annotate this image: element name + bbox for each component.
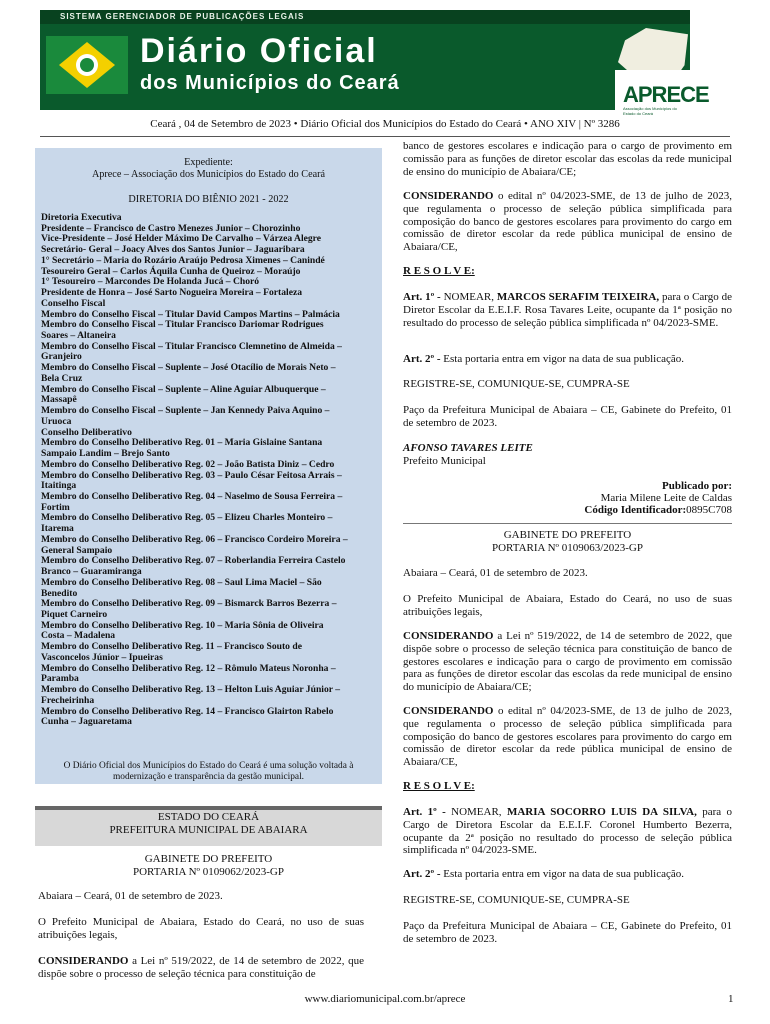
banner-title: Diário Oficial	[140, 32, 378, 70]
diretoria-list-item: Membro do Conselho Deliberativo Reg. 07 – Roberlandia Ferreira Castelo	[41, 555, 346, 567]
expediente-label: Expediente:	[184, 157, 233, 168]
diretoria-list-item: Membro do Conselho Fiscal – Titular Francisco Clemnetino de Almeida –	[41, 340, 342, 352]
art1-label: Art. 1º -	[403, 291, 444, 303]
resolve-heading: R E S O L V E:	[403, 265, 475, 277]
diretoria-list-item: Sampaio Landim – Brejo Santo	[41, 448, 170, 460]
portaria-date: Abaiara – Ceará, 01 de setembro de 2023.	[38, 890, 223, 902]
diretoria-list-item: Soares – Altaneira	[41, 330, 116, 342]
diretoria-list-item: Membro do Conselho Deliberativo Reg. 08 – Saul Lima Maciel – São	[41, 576, 322, 588]
art1-paragraph-2	[403, 806, 732, 857]
banner-top-strip: SISTEMA GERENCIADOR DE PUBLICAÇÕES LEGAIS	[40, 10, 690, 24]
expediente-note: O Diário Oficial dos Municípios do Estado do Ceará é uma solução voltada à	[63, 761, 354, 771]
signer-name: AFONSO TAVARES LEITE	[403, 442, 533, 454]
aprece-logo-text: APRECE	[623, 82, 709, 107]
footer-url: www.diariomunicipal.com.br/aprece	[304, 993, 466, 1005]
signer-role: Prefeito Municipal	[403, 455, 486, 467]
diretoria-list-item: Membro do Conselho Deliberativo Reg. 12 – Rômulo Mateus Noronha –	[41, 662, 336, 674]
portaria-date-2: Abaiara – Ceará, 01 de setembro de 2023.	[403, 567, 588, 579]
considerando-text: a Lei nº 519/2022, de 14 de setembro de 2022, que dispõe sobre o processo de seleção técnica para constituição de banco de gestores escolares e indicação para o cargo de provimento em comissão para as funções de diretor escolar das escolas da rede municipal de ensino do município de Abaiara/CE;	[403, 630, 732, 694]
banner-subtitle: dos Municípios do Ceará	[140, 72, 400, 94]
diretoria-list-item: Paramba	[41, 673, 79, 685]
paco-line-2: Paço da Prefeitura Municipal de Abaiara – CE, Gabinete do Prefeito, 01 de setembro de 2023.	[403, 920, 732, 945]
considerando-label: CONSIDERANDO	[403, 190, 494, 202]
considerando-edital	[403, 190, 732, 254]
diretoria-list-item: Itarema	[41, 523, 74, 535]
art1-nomear: NOMEAR,	[443, 291, 497, 303]
diretoria-list-item: Membro do Conselho Deliberativo Reg. 10 – Maria Sônia de Oliveira	[41, 619, 324, 631]
considerando-text: o edital nº 04/2023-SME, de 13 de julho de 2023, que regulamenta o processo de seleção pública simplificada para composição do banco de gestores escolares para provimento do cargo em comissão de diretor escolar da rede pública municipal de ensino de Abaiara/CE,	[403, 705, 732, 769]
diretoria-list-item: Itaitinga	[41, 480, 77, 492]
diretoria-list-item: Branco – Guaramiranga	[41, 566, 142, 578]
diretoria-title: DIRETORIA DO BIÊNIO 2021 - 2022	[128, 194, 289, 205]
gabinete-heading-2: GABINETE DO PREFEITO	[503, 529, 632, 541]
expediente-org: Aprece – Associação dos Municípios do Estado do Ceará	[91, 169, 326, 180]
diretoria-list-item: Membro do Conselho Deliberativo Reg. 14 – Francisco Glairton Rabelo	[41, 705, 334, 717]
diretoria-list-item: Uruoca	[41, 415, 72, 427]
art1-label: Art. 1º -	[403, 806, 452, 818]
considerando-label: CONSIDERANDO	[38, 955, 129, 967]
considerando-label: CONSIDERANDO	[403, 705, 494, 717]
diretoria-list-item: Membro do Conselho Deliberativo Reg. 04 – Naselmo de Sousa Ferreira –	[41, 490, 343, 502]
art1-text: para o Cargo de Diretora Escolar da E.E.I.F. Coronel Humberto Bezerra, ocupante da 2ª posição no resultado do processo de seleção pública simplificada nº 04/2023-SME.	[403, 806, 732, 857]
brazil-flag-icon	[46, 36, 128, 94]
diretoria-list-item: Cunha – Jaguaretama	[41, 716, 132, 728]
section-divider	[403, 523, 732, 524]
codigo-label: Código Identificador:	[584, 504, 687, 516]
diretoria-list-item: Vice-Presidente – José Helder Máximo De Carvalho – Várzea Alegre	[41, 233, 322, 245]
diretoria-list-item: General Sampaio	[41, 544, 113, 556]
art1-nomear: NOMEAR,	[451, 806, 507, 818]
resolve-heading-2: R E S O L V E:	[403, 780, 475, 792]
diretoria-list-item: Frecheirinha	[41, 694, 95, 706]
diretoria-list-item: Massapê	[41, 394, 77, 406]
diretoria-list-item: Membro do Conselho Deliberativo Reg. 01 – Maria Gislaine Santana	[41, 437, 323, 449]
diretoria-list-item: Diretoria Executiva	[41, 212, 122, 223]
diretoria-list-item: Membro do Conselho Deliberativo Reg. 09 – Bismarck Barros Bezerra –	[41, 598, 337, 610]
art2-paragraph-2	[403, 869, 684, 880]
registre-line-2: REGISTRE-SE, COMUNIQUE-SE, CUMPRA-SE	[403, 894, 630, 906]
portaria-heading: PORTARIA Nº 0109062/2023-GP	[133, 866, 284, 878]
considerando-label: CONSIDERANDO	[403, 630, 494, 642]
prefeitura-heading: PREFEITURA MUNICIPAL DE ABAIARA	[109, 824, 308, 836]
considerando-text: a Lei nº 519/2022, de 14 de setembro de 2022, que dispõe sobre o processo de seleção técnica para constituição de	[38, 955, 364, 980]
diretoria-list-item: Membro do Conselho Fiscal – Suplente – Jan Kennedy Paiva Aquino –	[41, 405, 330, 417]
diretoria-list-item: Granjeiro	[41, 351, 82, 363]
diretoria-list-item: Benedito	[41, 587, 78, 599]
meta-divider	[40, 136, 730, 137]
art1-paragraph	[403, 291, 732, 329]
diretoria-list-item: Presidente – Francisco de Castro Menezes Junior – Chorozinho	[41, 222, 301, 234]
diretoria-list-item: Bela Cruz	[41, 372, 83, 384]
portaria-intro: O Prefeito Municipal de Abaiara, Estado do Ceará, no uso de suas atribuições legais,	[38, 916, 364, 941]
diretoria-list-item: Membro do Conselho Fiscal – Suplente – Aline Aguiar Albuquerque –	[41, 383, 326, 395]
issue-meta: Ceará , 04 de Setembro de 2023 • Diário Oficial dos Municípios do Estado do Ceará • ANO XIV | Nº 3286	[150, 118, 620, 130]
diretoria-list-item: Membro do Conselho Fiscal – Titular Francisco Dariomar Rodrigues	[41, 319, 324, 331]
publicado-name: Maria Milene Leite de Caldas	[600, 492, 732, 504]
publicado-label: Publicado por:	[662, 480, 732, 492]
diretoria-list-item: Membro do Conselho Fiscal – Titular David Campos Martins – Palmácia	[41, 308, 340, 320]
art2-text: Esta portaria entra em vigor na data de sua publicação.	[443, 868, 684, 880]
diretoria-list-item: Membro do Conselho Deliberativo Reg. 11 – Francisco Souto de	[41, 641, 302, 653]
art2-label: Art. 2º -	[403, 868, 444, 880]
aprece-logo-subtitle: Associação dos Municípios do Estado do Ceará	[623, 106, 677, 116]
ceara-seal-icon	[80, 58, 94, 72]
diretoria-list-item: Piquet Carneiro	[41, 609, 108, 620]
appointee-name: MARIA SOCORRO LUIS DA SILVA,	[506, 806, 697, 818]
state-heading: ESTADO DO CEARÁ	[157, 811, 260, 823]
diretoria-list-item: Fortim	[41, 501, 70, 513]
expediente-note-2: modernização e transparência da gestão municipal.	[112, 772, 305, 782]
art1-text: para o Cargo de Diretor Escolar da E.E.I.F. Rosa Tavares Leite, ocupante da 1ª posição no resultado do processo de seleção pública simplificada nº 04/2023-SME.	[403, 291, 732, 329]
considerando-edital-2	[403, 705, 732, 769]
considerando-paragraph	[38, 955, 364, 981]
art2-label: Art. 2º -	[403, 353, 444, 365]
art2-paragraph	[403, 354, 684, 365]
diretoria-list-item: Vasconcelos Júnior – Ipueiras	[41, 651, 163, 663]
diretoria-list-item: 1° Tesoureiro – Marcondes De Holanda Jucá – Choró	[41, 276, 260, 288]
registre-line: REGISTRE-SE, COMUNIQUE-SE, CUMPRA-SE	[403, 378, 630, 390]
codigo-identificador	[403, 505, 732, 516]
diretoria-list-item: Membro do Conselho Deliberativo Reg. 06 – Francisco Cordeiro Moreira –	[41, 533, 348, 545]
diretoria-list-item: Membro do Conselho Fiscal – Suplente – José Otacílio de Morais Neto –	[41, 362, 336, 374]
considerando-text: o edital nº 04/2023-SME, de 13 de julho de 2023, que regulamenta o processo de seleção pública simplificada para composição do banco de gestores escolares para provimento do cargo em comissão de diretor escolar da rede pública municipal de ensino de Abaiara/CE,	[403, 190, 732, 254]
appointee-name: MARCOS SERAFIM TEIXEIRA,	[496, 291, 660, 303]
diretoria-list-item: Costa – Madalena	[41, 630, 116, 642]
portaria-heading-2: PORTARIA Nº 0109063/2023-GP	[492, 542, 643, 554]
diretoria-list-item: Conselho Fiscal	[41, 297, 106, 309]
diretoria-list-item: Conselho Deliberativo	[41, 426, 132, 438]
diretoria-list-item: Membro do Conselho Deliberativo Reg. 05 – Elizeu Charles Monteiro –	[41, 512, 333, 524]
portaria-intro-2: O Prefeito Municipal de Abaiara, Estado do Ceará, no uso de suas atribuições legais,	[403, 593, 732, 618]
continued-paragraph: banco de gestores escolares e indicação para o cargo de provimento em comissão para as funções de diretor escolar das escolas da rede municipal de ensino do município de Abaiara/CE;	[403, 140, 732, 178]
header-banner	[40, 10, 709, 116]
diretoria-list-item: Membro do Conselho Deliberativo Reg. 03 – Paulo César Feitosa Arrais –	[41, 469, 342, 481]
diretoria-list-item: 1° Secretário – Maria do Rozário Araújo Pedrosa Ximenes – Canindé	[41, 254, 325, 266]
art2-text: Esta portaria entra em vigor na data de sua publicação.	[443, 353, 684, 365]
diretoria-list-item: Tesoureiro Geral – Carlos Áquila Cunha de Queiroz – Moraújo	[41, 265, 301, 277]
diretoria-list-item: Membro do Conselho Deliberativo Reg. 02 – João Batista Diniz – Cedro	[41, 458, 335, 470]
diretoria-list-item: Presidente de Honra – José Sarto Nogueira Moreira – Fortaleza	[41, 287, 303, 299]
gabinete-heading: GABINETE DO PREFEITO	[144, 853, 273, 865]
diretoria-list-item: Membro do Conselho Deliberativo Reg. 13 – Helton Luis Aguiar Júnior –	[41, 684, 341, 696]
considerando-lei-2	[403, 630, 732, 694]
paco-line: Paço da Prefeitura Municipal de Abaiara – CE, Gabinete do Prefeito, 01 de setembro de 2023.	[403, 404, 732, 429]
codigo-value: 0895C708	[686, 504, 732, 516]
diretoria-list-item: Secretário- Geral – Joacy Alves dos Santos Junior – Jaguaribara	[41, 244, 305, 256]
page-number: 1	[728, 993, 734, 1005]
